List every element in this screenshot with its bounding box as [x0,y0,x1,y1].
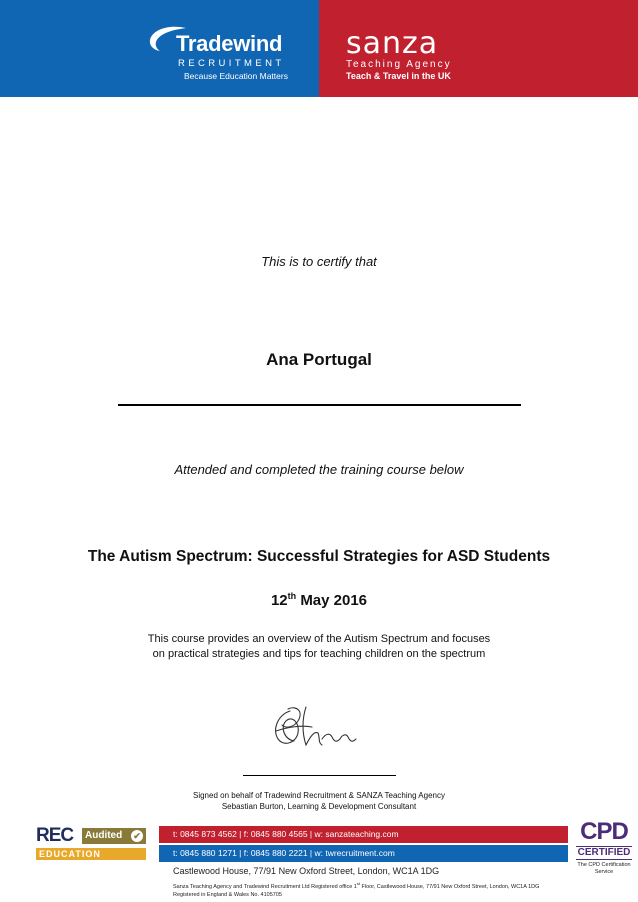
cpd-logo-text: CPD [580,818,628,845]
sanza-logo [346,26,452,81]
sanza-name: sanza [346,26,439,61]
course-title: The Autism Spectrum: Successful Strategies for ASD Students [87,548,551,565]
sanza-banner [319,0,638,97]
tradewind-subtitle: RECRUITMENT [178,58,285,69]
date-month-year: May 2016 [300,592,368,609]
certify-intro: This is to certify that [261,254,377,269]
office-address: Castlewood House, 77/91 New Oxford Street, London, WC1A 1DG [173,866,440,876]
signed-line: Signed on behalf of Tradewind Recruitment & SANZA Teaching Agency [192,791,445,800]
date-day: 12 [270,592,288,609]
signature-image [268,703,360,751]
registration-number: Registered in England & Wales No. 4105705 [173,891,282,898]
course-description [0,632,638,662]
tradewind-banner [0,0,319,97]
sanza-tagline: Teach & Travel in the UK [346,71,451,81]
registration-line: Sanza Teaching Agency and Tradewind Recruitment Ltd Registered office 1st Floor, Castlewood House, 77/91 New Oxford Street, London, WC1A 1DG [173,881,540,890]
cpd-certified-badge [573,820,635,880]
rec-logo-text: REC [36,825,74,846]
tradewind-name: Tradewind [176,31,283,56]
course-date [0,591,638,609]
cpd-certified-text: CERTIFIED [577,847,631,858]
rec-audited-badge [36,826,146,860]
signed-on-behalf [0,790,638,812]
tradewind-contact-bar: t: 0845 880 1271 | f: 0845 880 2221 | w: twrecruitment.com [159,845,568,862]
rec-audited-label [82,828,146,844]
recipient-name: Ana Portugal [266,350,372,369]
tradewind-tagline: Because Education Matters [184,71,288,81]
signed-line: Sebastian Burton, Learning & Development Consultant [221,802,417,811]
date-suffix: th [287,591,297,601]
description-line: This course provides an overview of the Autism Spectrum and focuses [147,633,491,645]
sanza-subtitle: Teaching Agency [346,59,452,70]
recipient-underline [118,404,521,406]
signature-line [243,775,396,776]
checkmark-icon: ✔ [131,830,143,842]
cpd-service-text: The CPD Certification Service [577,862,631,875]
certificate-header [0,0,638,97]
rec-education-label: EDUCATION [36,848,146,860]
description-line: on practical strategies and tips for teaching children on the spectrum [152,648,486,660]
completion-text: Attended and completed the training course below [174,462,464,477]
registration-info [173,880,539,899]
sanza-contact-bar: t: 0845 873 4562 | f: 0845 880 4565 | w: sanzateaching.com [159,826,568,843]
rec-audited-text: Audited [85,830,123,841]
